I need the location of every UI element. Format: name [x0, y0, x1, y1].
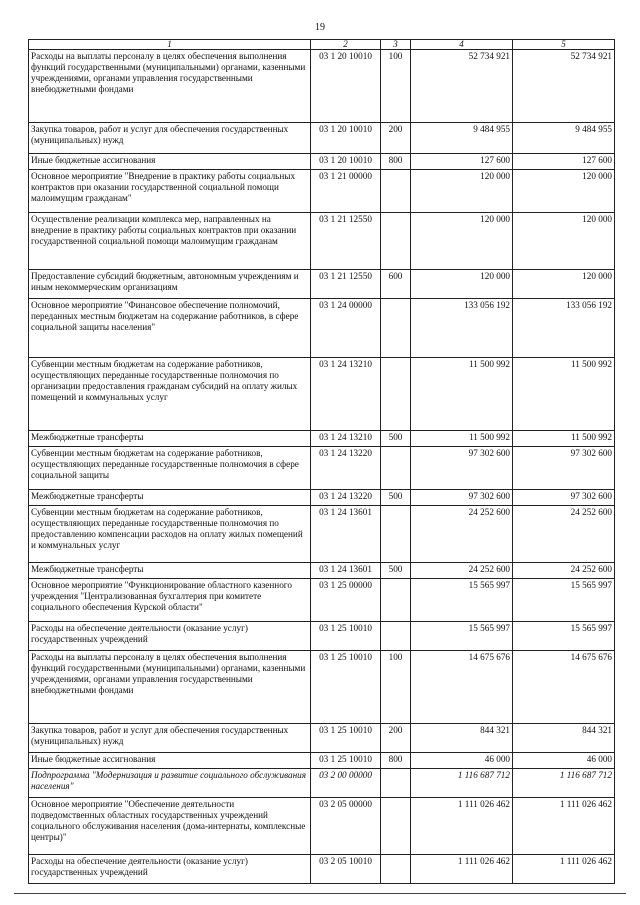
row-value-1: 120 000 [411, 270, 513, 299]
table-row [29, 753, 615, 769]
row-value-2: 97 302 600 [513, 447, 615, 490]
row-value-1: 1 116 687 712 [411, 769, 513, 798]
row-value-2: 1 116 687 712 [513, 769, 615, 798]
table-row [29, 798, 615, 855]
row-type [381, 506, 411, 563]
header-col-2: 2 [311, 40, 381, 50]
row-type: 800 [381, 154, 411, 170]
row-code: 03 1 20 10010 [311, 123, 381, 154]
row-value-1: 11 500 992 [411, 431, 513, 447]
row-type [381, 213, 411, 270]
row-value-2: 9 484 955 [513, 123, 615, 154]
row-name: Расходы на выплаты персоналу в целях обеспечения выполнения функций государственными (муниципальными) органами, казенными учреждениями, органами управления государственными внебюджетными фондами [29, 651, 311, 724]
row-type: 500 [381, 490, 411, 506]
row-value-2: 11 500 992 [513, 358, 615, 431]
row-value-1: 120 000 [411, 170, 513, 213]
row-code: 03 1 25 00000 [311, 579, 381, 622]
row-type: 100 [381, 50, 411, 123]
header-col-1: 1 [29, 40, 311, 50]
row-value-2: 120 000 [513, 213, 615, 270]
row-name: Закупка товаров, работ и услуг для обеспечения государственных (муниципальных) нужд [29, 123, 311, 154]
table-row [29, 724, 615, 753]
row-value-1: 46 000 [411, 753, 513, 769]
table-row [29, 50, 615, 123]
row-type [381, 622, 411, 651]
table-row [29, 170, 615, 213]
row-type: 200 [381, 724, 411, 753]
row-value-2: 52 734 921 [513, 50, 615, 123]
row-code: 03 2 00 00000 [311, 769, 381, 798]
table-row [29, 579, 615, 622]
row-value-1: 15 565 997 [411, 622, 513, 651]
row-code: 03 1 25 10010 [311, 622, 381, 651]
table-row [29, 622, 615, 651]
row-value-2: 133 056 192 [513, 299, 615, 358]
row-value-1: 97 302 600 [411, 490, 513, 506]
row-name: Межбюджетные трансферты [29, 563, 311, 579]
row-value-1: 24 252 600 [411, 563, 513, 579]
row-name: Межбюджетные трансферты [29, 490, 311, 506]
row-code: 03 1 25 10010 [311, 753, 381, 769]
row-type [381, 299, 411, 358]
row-type: 500 [381, 431, 411, 447]
row-name: Основное мероприятие "Обеспечение деятельности подведомственных областных государственных учреждений социального обслуживания населения (дома-интернаты, комплексные центры)" [29, 798, 311, 855]
row-value-1: 14 675 676 [411, 651, 513, 724]
row-code: 03 1 24 13601 [311, 563, 381, 579]
row-type: 200 [381, 123, 411, 154]
row-value-2: 120 000 [513, 270, 615, 299]
row-value-2: 1 111 026 462 [513, 798, 615, 855]
table-row [29, 447, 615, 490]
row-code: 03 2 05 10010 [311, 855, 381, 884]
header-col-3: 3 [381, 40, 411, 50]
row-value-2: 15 565 997 [513, 622, 615, 651]
table-row [29, 299, 615, 358]
row-code: 03 2 05 00000 [311, 798, 381, 855]
row-code: 03 1 24 13210 [311, 358, 381, 431]
row-name: Расходы на обеспечение деятельности (оказание услуг) государственных учреждений [29, 855, 311, 884]
row-code: 03 1 24 13601 [311, 506, 381, 563]
row-name: Осуществление реализации комплекса мер, направленных на внедрение в практику работы социальных контрактов при оказании государственной социальной помощи малоимущим гражданам [29, 213, 311, 270]
row-code: 03 1 25 10010 [311, 651, 381, 724]
row-name: Основное мероприятие "Внедрение в практику работы социальных контрактов при оказании государственной социальной помощи малоимущим гражданам" [29, 170, 311, 213]
row-type [381, 447, 411, 490]
row-name: Иные бюджетные ассигнования [29, 154, 311, 170]
table-row [29, 358, 615, 431]
row-type: 600 [381, 270, 411, 299]
row-value-1: 1 111 026 462 [411, 798, 513, 855]
row-code: 03 1 21 12550 [311, 213, 381, 270]
column-number-header [29, 40, 615, 50]
row-value-1: 133 056 192 [411, 299, 513, 358]
row-value-2: 46 000 [513, 753, 615, 769]
row-code: 03 1 24 13220 [311, 447, 381, 490]
row-name: Иные бюджетные ассигнования [29, 753, 311, 769]
bottom-rule [14, 893, 626, 894]
row-type [381, 170, 411, 213]
row-value-2: 97 302 600 [513, 490, 615, 506]
row-code: 03 1 25 10010 [311, 724, 381, 753]
row-name: Предоставление субсидий бюджетным, автономным учреждениям и иным некоммерческим организациям [29, 270, 311, 299]
row-value-1: 15 565 997 [411, 579, 513, 622]
row-name: Субвенции местным бюджетам на содержание работников, осуществляющих переданные государственные полномочия по предоставлению компенсации расходов на оплату жилых помещений и коммунальных услуг [29, 506, 311, 563]
row-value-2: 15 565 997 [513, 579, 615, 622]
row-value-1: 52 734 921 [411, 50, 513, 123]
table-row [29, 506, 615, 563]
table-row [29, 123, 615, 154]
row-name: Закупка товаров, работ и услуг для обеспечения государственных (муниципальных) нужд [29, 724, 311, 753]
row-value-1: 844 321 [411, 724, 513, 753]
row-code: 03 1 20 10010 [311, 50, 381, 123]
row-name: Расходы на обеспечение деятельности (оказание услуг) государственных учреждений [29, 622, 311, 651]
row-value-1: 97 302 600 [411, 447, 513, 490]
row-name: Основное мероприятие "Функционирование областного казенного учреждения "Централизованная бухгалтерия при комитете социального обеспечения Курской области" [29, 579, 311, 622]
row-type [381, 798, 411, 855]
row-value-2: 1 111 026 462 [513, 855, 615, 884]
table-row [29, 563, 615, 579]
row-type [381, 358, 411, 431]
row-value-2: 24 252 600 [513, 506, 615, 563]
table-row [29, 651, 615, 724]
header-col-4: 4 [411, 40, 513, 50]
row-code: 03 1 24 00000 [311, 299, 381, 358]
header-col-5: 5 [513, 40, 615, 50]
row-value-2: 24 252 600 [513, 563, 615, 579]
row-type [381, 855, 411, 884]
row-value-1: 9 484 955 [411, 123, 513, 154]
table-row [29, 769, 615, 798]
table-row [29, 154, 615, 170]
row-code: 03 1 21 12550 [311, 270, 381, 299]
row-code: 03 1 20 10010 [311, 154, 381, 170]
row-name: Межбюджетные трансферты [29, 431, 311, 447]
row-value-1: 127 600 [411, 154, 513, 170]
row-type [381, 769, 411, 798]
table-row [29, 431, 615, 447]
row-value-2: 844 321 [513, 724, 615, 753]
row-value-2: 127 600 [513, 154, 615, 170]
row-type [381, 579, 411, 622]
row-name: Расходы на выплаты персоналу в целях обеспечения выполнения функций государственными (муниципальными) органами, казенными учреждениями, органами управления государственными внебюджетными фондами [29, 50, 311, 123]
table-row [29, 855, 615, 884]
row-name: Субвенции местным бюджетам на содержание работников, осуществляющих переданные государственные полномочия в сфере социальной защиты [29, 447, 311, 490]
table-row [29, 490, 615, 506]
row-code: 03 1 21 00000 [311, 170, 381, 213]
row-type: 100 [381, 651, 411, 724]
row-name: Субвенции местным бюджетам на содержание работников, осуществляющих переданные государственные полномочия по организации предоставления гражданам субсидий на оплату жилых помещений и коммунальных услуг [29, 358, 311, 431]
row-code: 03 1 24 13220 [311, 490, 381, 506]
row-type: 800 [381, 753, 411, 769]
row-type: 500 [381, 563, 411, 579]
row-value-2: 120 000 [513, 170, 615, 213]
table-row [29, 213, 615, 270]
table-row [29, 270, 615, 299]
row-name: Подпрограмма "Модернизация и развитие социального обслуживания населения" [29, 769, 311, 798]
row-value-2: 14 675 676 [513, 651, 615, 724]
budget-table [28, 39, 615, 884]
row-code: 03 1 24 13210 [311, 431, 381, 447]
row-value-1: 120 000 [411, 213, 513, 270]
row-value-2: 11 500 992 [513, 431, 615, 447]
row-value-1: 24 252 600 [411, 506, 513, 563]
row-name: Основное мероприятие "Финансовое обеспечение полномочий, переданных местным бюджетам на содержание работников, в сфере социальной защиты населения" [29, 299, 311, 358]
row-value-1: 1 111 026 462 [411, 855, 513, 884]
row-value-1: 11 500 992 [411, 358, 513, 431]
page-number: 19 [315, 22, 325, 33]
